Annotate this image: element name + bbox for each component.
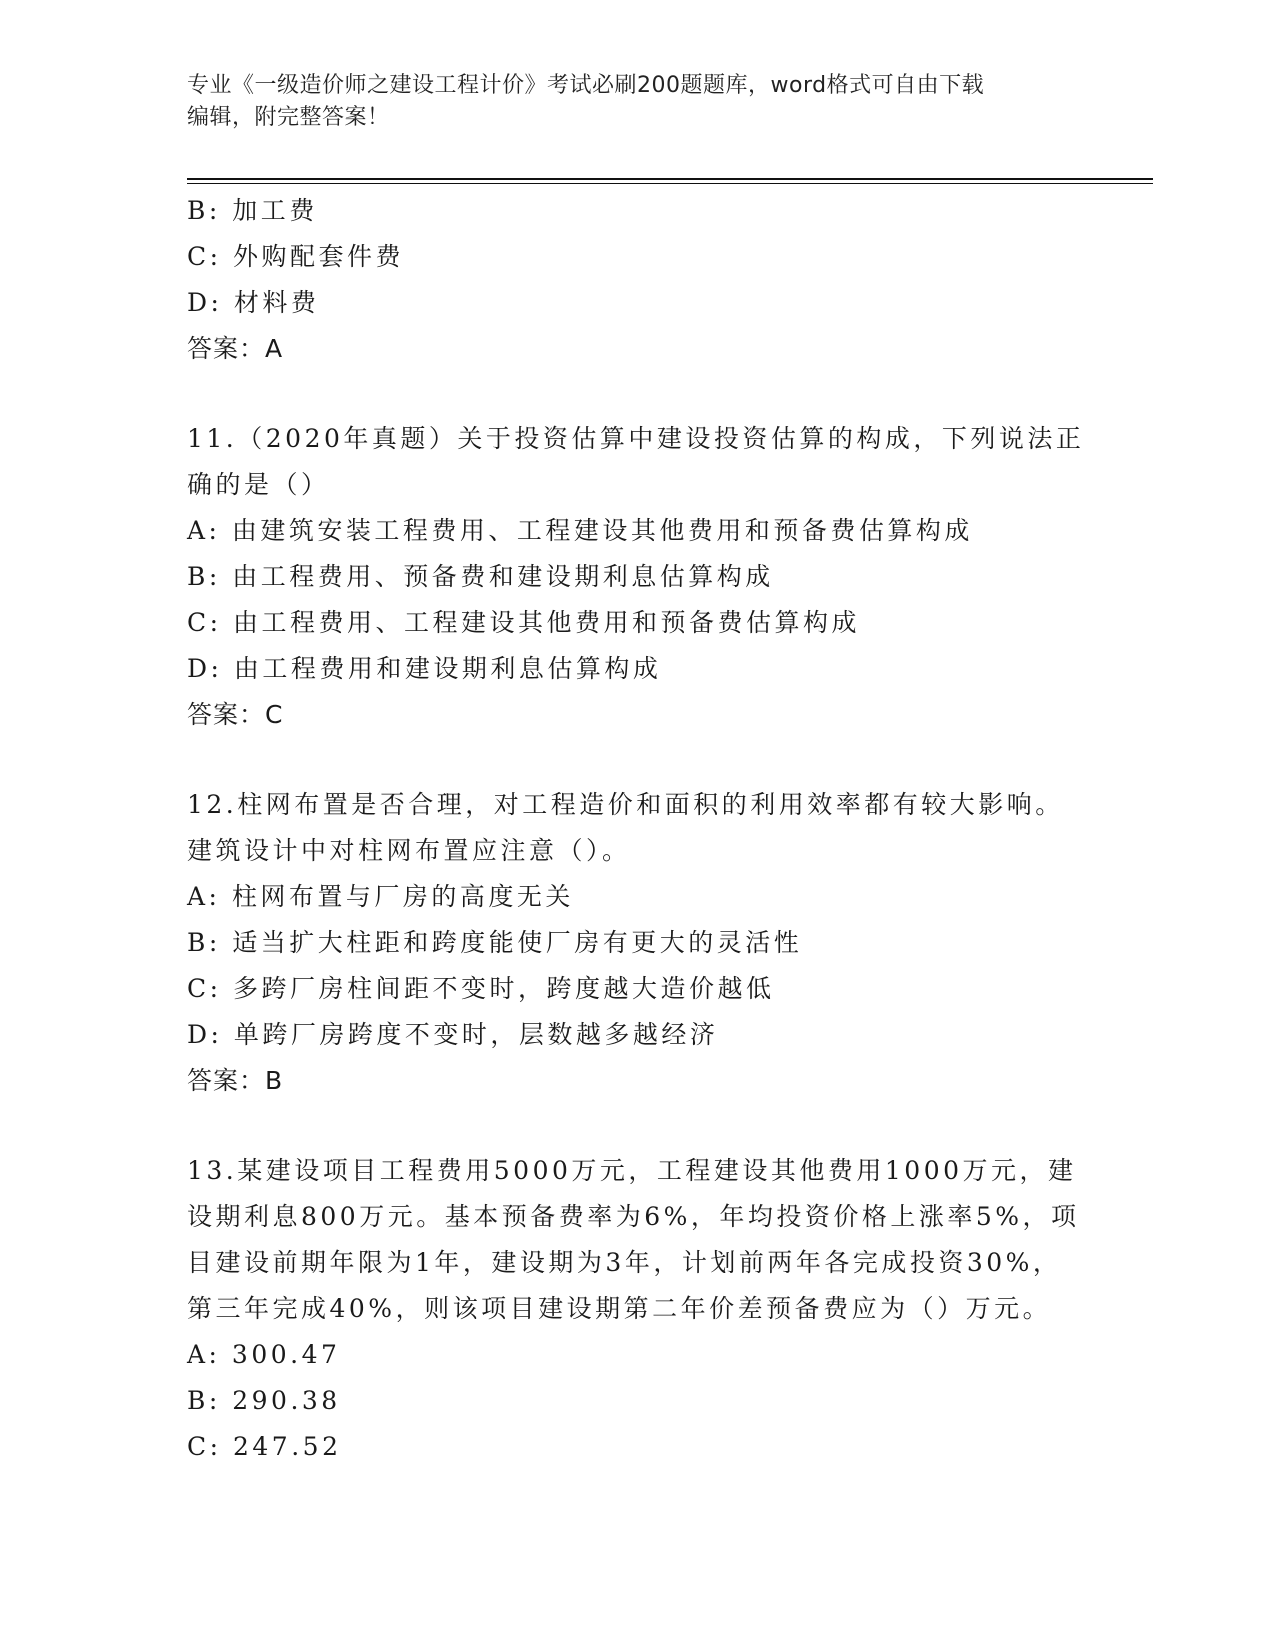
option-c: C: 外购配套件费 (187, 242, 404, 271)
header-divider-thick (187, 178, 1153, 180)
question-12 (187, 782, 1087, 1104)
option-b: B: 加工费 (187, 196, 318, 225)
option-d: D: 单跨厂房跨度不变时，层数越多越经济 (187, 1020, 719, 1049)
question-text-line-2: 设期利息800万元。基本预备费率为6%，年均投资价格上涨率5%，项 (187, 1202, 1080, 1231)
option-a: A: 柱网布置与厂房的高度无关 (187, 882, 574, 911)
header-line-1: 专业《一级造价师之建设工程计价》考试必刷200题题库，word格式可自由下载 (187, 73, 985, 98)
option-a: A: 300.47 (187, 1340, 341, 1369)
option-d: D: 材料费 (187, 288, 320, 317)
option-b: B: 290.38 (187, 1386, 341, 1415)
header-line-2: 编辑，附完整答案！ (187, 105, 390, 130)
spacer (187, 372, 1087, 416)
answer-line: 答案：C (187, 700, 284, 729)
option-c: C: 247.52 (187, 1432, 342, 1461)
answer-line: 答案：A (187, 334, 284, 363)
header-divider-thin (187, 183, 1153, 184)
question-text-line-2: 建筑设计中对柱网布置应注意（）。 (187, 836, 631, 865)
option-c: C: 由工程费用、工程建设其他费用和预备费估算构成 (187, 608, 861, 637)
question-text-line-3: 目建设前期年限为1年，建设期为3年，计划前两年各完成投资30%， (187, 1248, 1062, 1277)
question-13 (187, 1148, 1087, 1470)
spacer (187, 738, 1087, 782)
document-header (187, 70, 1087, 134)
question-10 (187, 188, 1087, 372)
question-text-line-2: 确的是（） (187, 470, 330, 499)
question-list (187, 188, 1087, 1470)
option-b: B: 由工程费用、预备费和建设期利息估算构成 (187, 562, 774, 591)
option-d: D: 由工程费用和建设期利息估算构成 (187, 654, 662, 683)
option-b: B: 适当扩大柱距和跨度能使厂房有更大的灵活性 (187, 928, 803, 957)
question-text-line-1: 12.柱网布置是否合理，对工程造价和面积的利用效率都有较大影响。 (187, 790, 1064, 819)
spacer (187, 1104, 1087, 1148)
question-text-line-1: 13.某建设项目工程费用5000万元，工程建设其他费用1000万元，建 (187, 1156, 1077, 1185)
answer-line: 答案：B (187, 1066, 284, 1095)
question-11 (187, 416, 1087, 738)
option-a: A: 由建筑安装工程费用、工程建设其他费用和预备费估算构成 (187, 516, 973, 545)
question-text-line-1: 11.（2020年真题）关于投资估算中建设投资估算的构成，下列说法正 (187, 424, 1085, 453)
question-text-line-4: 第三年完成40%，则该项目建设期第二年价差预备费应为（）万元。 (187, 1294, 1052, 1323)
option-c: C: 多跨厂房柱间距不变时，跨度越大造价越低 (187, 974, 775, 1003)
